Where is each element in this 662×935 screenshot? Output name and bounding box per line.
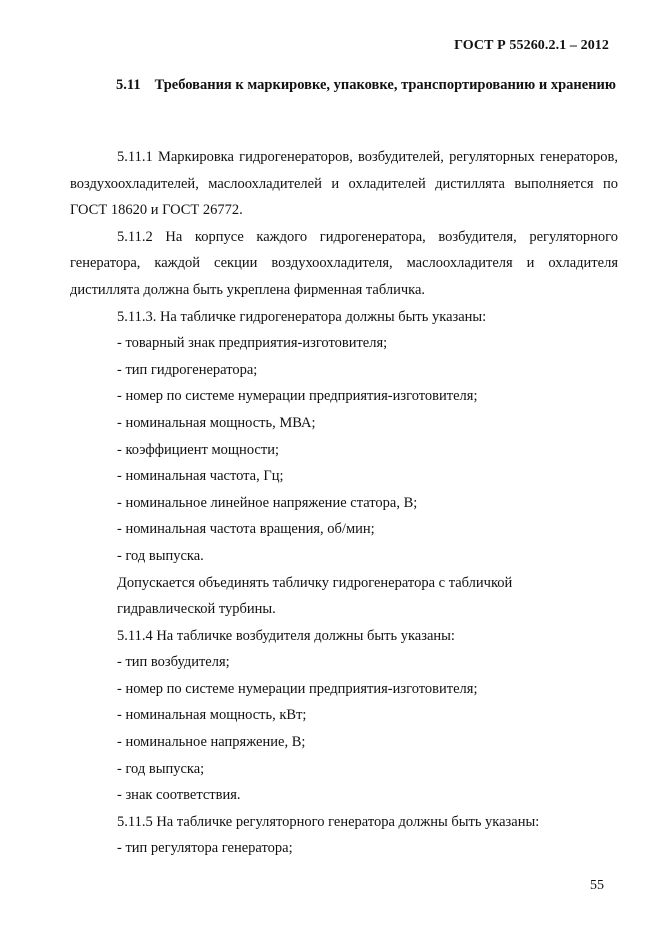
- list-item: - тип возбудителя;: [117, 654, 230, 671]
- list-item: - номинальная мощность, МВА;: [117, 414, 316, 431]
- note-line: Допускается объединять табличку гидрогенератора с табличкой: [117, 574, 513, 591]
- paragraph-5-11-1: 5.11.1 Маркировка гидрогенераторов, возбудителей, регуляторных генераторов, воздухоохладителей, маслоохладителей и охладителей дистиллята выполняется по ГОСТ 18620 и ГОСТ 26772.: [70, 149, 618, 219]
- list-item: - тип регулятора генератора;: [117, 840, 293, 857]
- paragraph-5-11-4: 5.11.4 На табличке возбудителя должны быть указаны:: [117, 627, 455, 644]
- list-item: - знак соответствия.: [117, 787, 241, 804]
- document-number-header: ГОСТ Р 55260.2.1 – 2012: [454, 38, 609, 53]
- paragraph-5-11-5: 5.11.5 На табличке регуляторного генератора должны быть указаны:: [117, 813, 540, 830]
- list-item: - номер по системе нумерации предприятия-изготовителя;: [117, 680, 478, 697]
- list-item: - номинальная частота вращения, об/мин;: [117, 521, 375, 538]
- list-item: - номинальная частота, Гц;: [117, 468, 284, 485]
- list-item: - номинальное напряжение, В;: [117, 734, 306, 751]
- list-item: - тип гидрогенератора;: [117, 361, 258, 378]
- list-item: - номинальное линейное напряжение статора, В;: [117, 494, 418, 511]
- list-item: - номер по системе нумерации предприятия-изготовителя;: [117, 388, 478, 405]
- list-item: - товарный знак предприятия-изготовителя;: [117, 335, 388, 352]
- page-number: 55: [590, 878, 604, 893]
- list-item: - номинальная мощность, кВт;: [117, 707, 307, 724]
- section-heading: [70, 71, 618, 99]
- list-item: - год выпуска;: [117, 760, 205, 777]
- paragraph-5-11-2: 5.11.2 На корпусе каждого гидрогенератора, возбудителя, регуляторного генератора, каждой секции воздухоохладителя, маслоохладителя и охладителя дистиллята должна быть укреплена фирменная табличка.: [70, 228, 618, 298]
- section-title-text: Требования к маркировке, упаковке, транспортированию и хранению: [154, 77, 616, 93]
- document-body: [70, 144, 618, 862]
- section-number: 5.11: [116, 77, 141, 93]
- paragraph-5-11-3: 5.11.3. На табличке гидрогенератора должны быть указаны:: [117, 308, 487, 325]
- list-item: - коэффициент мощности;: [117, 441, 279, 458]
- note-line: гидравлической турбины.: [117, 601, 276, 618]
- list-item: - год выпуска.: [117, 547, 204, 564]
